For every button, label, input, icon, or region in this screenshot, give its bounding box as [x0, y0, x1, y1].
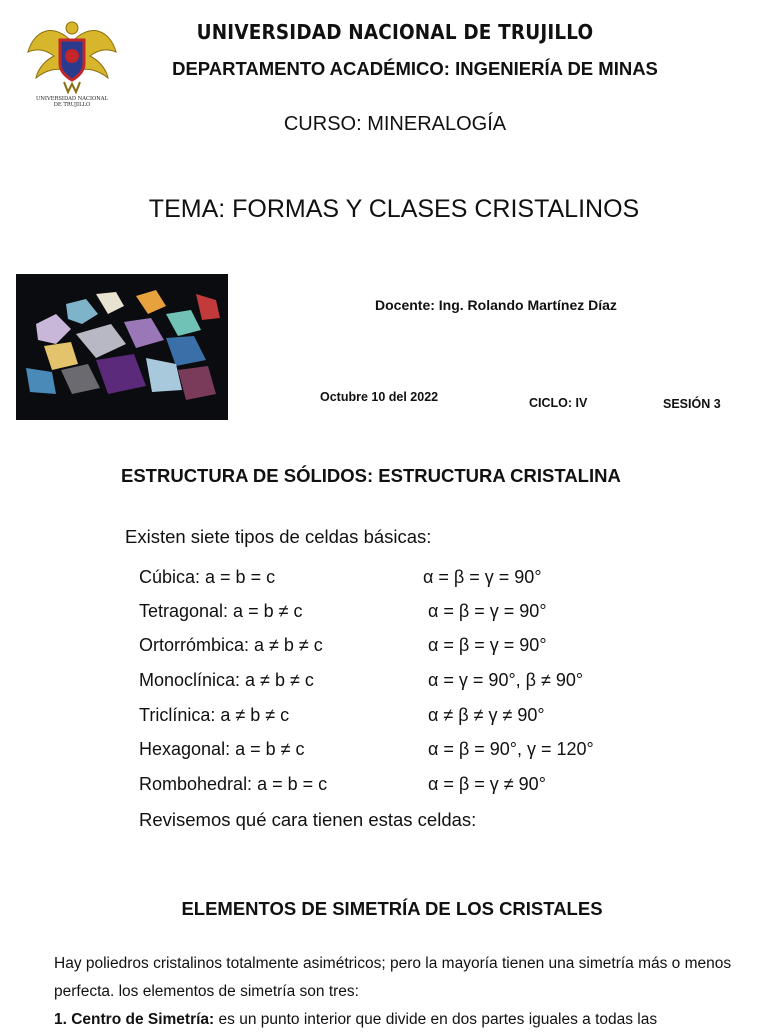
symmetry-paragraph	[54, 950, 734, 1034]
cell-name: Rombohedral: a = b = c	[139, 774, 328, 794]
symmetry-intro-text: Hay poliedros cristalinos totalmente asimétricos; pero la mayoría tienen una simetría más o menos perfecta. los elementos de simetría son tres:	[54, 955, 732, 1000]
cell-name: Hexagonal: a = b ≠ c	[139, 739, 305, 759]
class-date: Octubre 10 del 2022	[320, 390, 439, 404]
university-logo	[24, 12, 120, 108]
class-cycle: CICLO: IV	[529, 396, 588, 410]
section-title-crystal-structure: ESTRUCTURA DE SÓLIDOS: ESTRUCTURA CRISTALINA	[121, 465, 621, 486]
class-session: SESIÓN 3	[663, 397, 721, 411]
review-cells-text: Revisemos qué cara tienen estas celdas:	[139, 809, 477, 830]
cells-intro: Existen siete tipos de celdas básicas:	[125, 526, 432, 547]
cell-angles: α = γ = 90°, β ≠ 90°	[428, 670, 584, 690]
logo-caption-line2: DE TRUJILLO	[53, 102, 91, 108]
minerals-photo	[16, 274, 228, 420]
topic-title: TEMA: FORMAS Y CLASES CRISTALINOS	[148, 195, 640, 223]
cell-name: Triclínica: a ≠ b ≠ c	[139, 705, 290, 725]
cell-angles: α ≠ β ≠ γ ≠ 90°	[428, 705, 545, 725]
university-title: UNIVERSIDAD NACIONAL DE TRUJILLO	[196, 20, 594, 44]
cell-angles: α = β = 90°, γ = 120°	[428, 739, 594, 759]
cell-name: Ortorrómbica: a ≠ b ≠ c	[139, 635, 323, 655]
cell-angles: α = β = γ = 90°	[428, 635, 547, 655]
course-title: CURSO: MINERALOGÍA	[283, 113, 507, 135]
cell-name: Tetragonal: a = b ≠ c	[139, 601, 303, 621]
cell-name: Monoclínica: a ≠ b ≠ c	[139, 670, 314, 690]
section-title-symmetry: ELEMENTOS DE SIMETRÍA DE LOS CRISTALES	[181, 898, 603, 919]
symmetry-item1-text: es un punto interior que divide en dos partes iguales a todas las	[214, 1011, 658, 1028]
symmetry-item1-label: 1. Centro de Simetría:	[54, 1011, 215, 1028]
logo-caption-line1: UNIVERSIDAD NACIONAL	[35, 96, 109, 102]
cell-name: Cúbica: a = b = c	[139, 567, 276, 587]
cell-angles: α = β = γ ≠ 90°	[428, 774, 546, 794]
department-title: DEPARTAMENTO ACADÉMICO: INGENIERÍA DE MINAS	[172, 58, 658, 79]
teacher-name: Docente: Ing. Rolando Martínez Díaz	[375, 297, 617, 313]
cell-angles: α = β = γ = 90°	[428, 601, 547, 621]
cell-angles: α = β = γ = 90°	[423, 567, 542, 587]
